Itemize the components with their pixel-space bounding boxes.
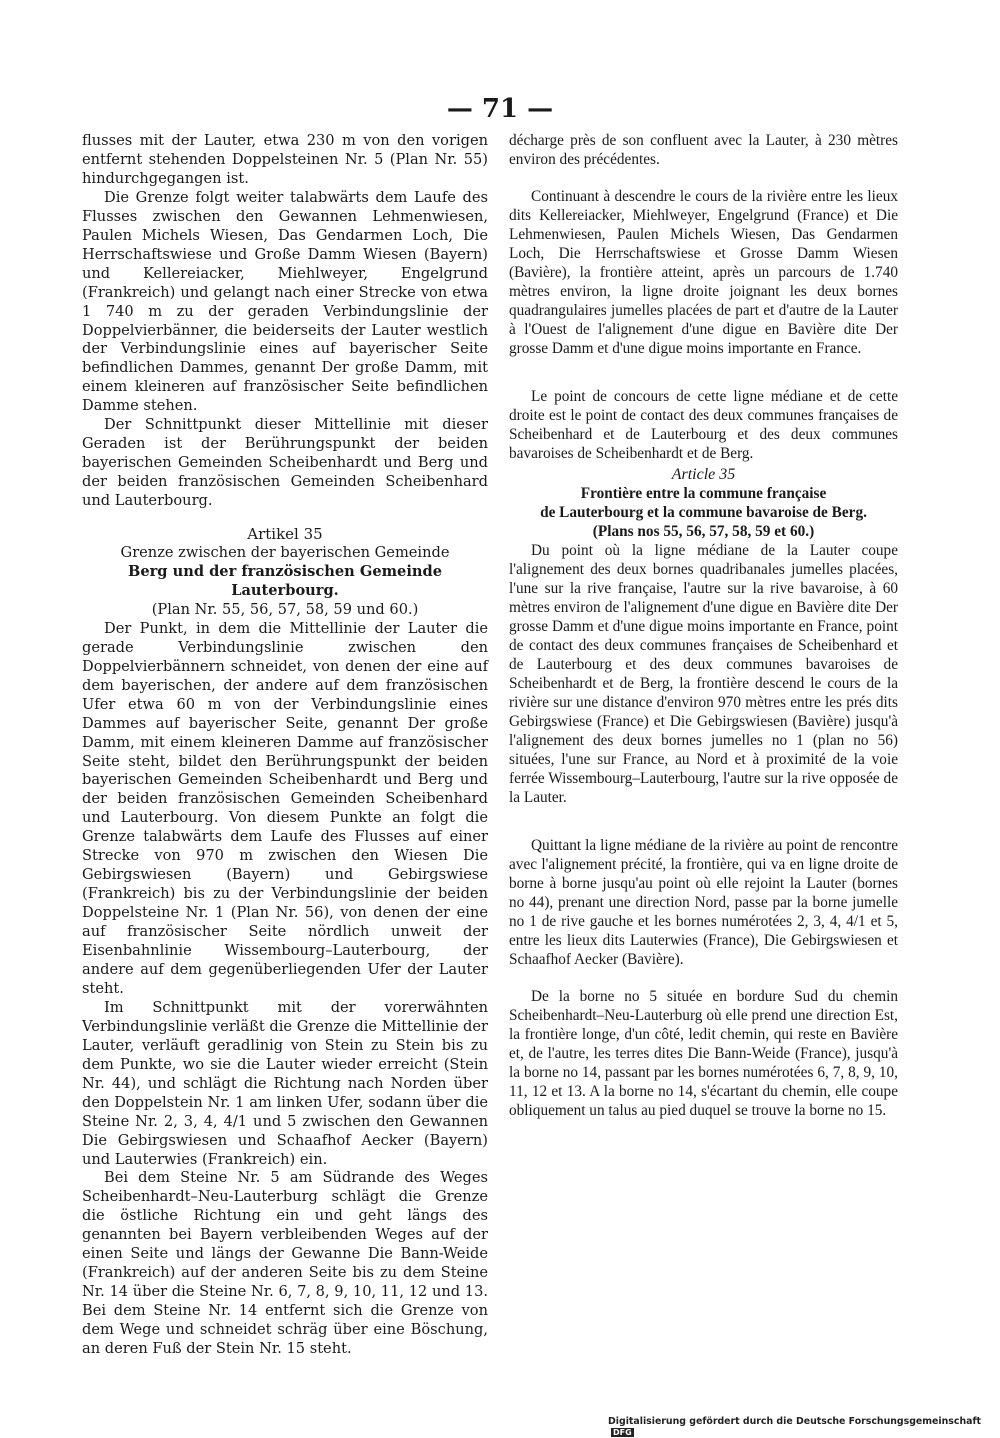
german-column <box>82 132 488 1359</box>
page-number: — 71 — <box>446 94 554 124</box>
french-article-title: Article 35 <box>671 466 736 484</box>
french-article-subtitle-2: de Lauterbourg et la commune bavaroise de Berg. <box>540 504 867 522</box>
footer-credit <box>608 1416 1000 1438</box>
dfg-logo: DFG <box>613 1428 632 1437</box>
german-paragraph-2: Die Grenze folgt weiter talabwärts dem Laufe des Flusses zwischen den Gewannen Lehmenwiesen, Paulen Michels Wiesen, Das Gendarmen Loch, Die Herrschaftswiese und Große Damm Wiesen (Bayern) und Kellereiacker, Miehlweyer, Engelgrund (Frankreich) und gelangt nach einer Strecke von etwa 1 740 m zu der geraden Verbindungslinie der Doppelvierbänner, die beiderseits der Lauter westlich der Verbindungslinie eines auf bayerischer Seite befindlichen Dammes, genannt Der große Damm, mit einem kleineren auf französischer Seite befindlichen Damme stehen. <box>82 188 488 415</box>
german-article-subtitle-1: Grenze zwischen der bayerischen Gemeinde <box>120 544 450 562</box>
german-article-title: Artikel 35 <box>247 525 323 544</box>
french-article-subtitle-1: Frontière entre la commune française <box>580 485 827 503</box>
french-article-subtitle-3: (Plans nos 55, 56, 57, 58, 59 et 60.) <box>592 523 815 541</box>
french-paragraph-4: Du point où la ligne médiane de la Lauter coupe l'alignement des deux bornes quadribanales jumelles placées, l'une sur la rive française, l'autre sur la rive bavaroise, à 60 mètres environ de l'alignement d'une digue en Bavière dite Der grosse Damm et d'une digue moins importante en France, point de contact des deux communes françaises de Scheibenhard et de Lauterbourg et des deux communes bavaroises de Scheibenhardt et de Berg, la frontière descend le cours de la rivière sur une distance d'environ 970 mètres entre les prés dits Gebirgswiese (France) et Die Gebirgswiesen (Bavière) jusqu'à l'alignement des deux bornes jumelles no 1 (plan no 56) situées, l'une sur France, au Nord et à proximité de la voie ferrée Wissembourg–Lauterbourg, l'autre sur la rive opposée de la Lauter. <box>509 542 898 806</box>
german-paragraph-3: Der Schnittpunkt dieser Mittellinie mit dieser Geraden ist der Berührungspunkt der beiden bayerischen Gemeinden Scheibenhardt und Berg und der beiden französischen Gemeinden Scheibenhard und Lauterbourg. <box>82 416 488 510</box>
german-paragraph-6: Bei dem Steine Nr. 5 am Südrande des Weges Scheibenhardt–Neu-Lauterburg schlägt die Grenze die östliche Richtung ein und geht längs des genannten bei Bayern verbleibenden Weges auf der einen Seite und längs der Gewanne Die Bann-Weide (Frankreich) auf der anderen Seite bis zu dem Steine Nr. 14 über die Steine Nr. 6, 7, 8, 9, 10, 11, 12 und 13. Bei dem Steine Nr. 14 entfernt sich die Grenze von dem Wege und schneidet schräg über eine Böschung, an deren Fuß der Stein Nr. 15 steht. <box>82 1169 488 1358</box>
german-paragraph-1: flusses mit der Lauter, etwa 230 m von den vorigen entfernt stehenden Doppelsteinen Nr. 5 (Plan Nr. 55) hindurchgegangen ist. <box>82 132 488 187</box>
french-column <box>509 132 898 1121</box>
french-paragraph-3: Le point de concours de cette ligne médiane et de cette droite est le point de contact des deux communes françaises de Scheibenhard et de Lauterbourg et des deux communes bavaroises de Scheibenhardt et de Berg. <box>509 388 898 463</box>
french-paragraph-1: décharge près de son confluent avec la Lauter, à 230 mètres environ des précédentes. <box>509 132 898 168</box>
french-paragraph-2: Continuant à descendre le cours de la rivière entre les lieux dits Kellereiacker, Miehlweyer, Engelgrund (France) et Die Lehmenwiesen, Paulen Michels Wiesen, Das Gendarmen Loch, Die Herrschaftswiese et Grosse Damm Wiesen (Bavière), la frontière atteint, après un parcours de 1.740 mètres environ, la ligne droite joignant les deux bornes quadrangulaires jumelles placées de part et d'autre de la Lauter à l'Ouest de l'alignement d'une digue en Bavière dite Der grosse Damm et d'une digue moins importante en France. <box>509 187 898 357</box>
german-paragraph-4: Der Punkt, in dem die Mittellinie der Lauter die gerade Verbindungslinie zwischen den Doppelvierbännern schneidet, von denen der eine auf dem bayerischen, der andere auf dem französischen Ufer etwa 60 m von der Verbindungslinie eines Dammes auf bayerischer Seite, genannt Der große Damm, mit einem kleineren Damme auf französischer Seite steht, bildet den Berührungspunkt der beiden bayerischen Gemeinden Scheibenhardt und Berg und der beiden französischen Gemeinden Scheibenhard und Lauterbourg. Von diesem Punkte an folgt die Grenze talabwärts dem Laufe des Flusses auf einer Strecke von 970 m zwischen den Wiesen Die Gebirgswiesen (Bayern) und Gebirgswiese (Frankreich) bis zu der Verbindungslinie der beiden Doppelsteine Nr. 1 (Plan Nr. 56), von denen der eine auf französischer Seite nördlich unweit der Eisenbahnlinie Wissembourg–Lauterbourg, der andere auf dem gegenüberliegenden Ufer der Lauter steht. <box>82 619 488 997</box>
french-paragraph-5: Quittant la ligne médiane de la rivière au point de rencontre avec l'alignement précité, la frontière, qui va en ligne droite de borne à borne jusqu'au point où elle rejoint la Lauter (bornes no 44), prenant une direction Nord, passe par la borne jumelle no 1 de rive gauche et les bornes numérotées 2, 3, 4, 4/1 et 5, entre les lieux dits Lauterwies (France), Die Gebirgswiesen et Schaafhof Aecker (Bavière). <box>509 837 898 969</box>
footer-text: Digitalisierung gefördert durch die Deutsche Forschungsgemeinschaft <box>608 1416 982 1427</box>
german-article-subtitle-3: (Plan Nr. 55, 56, 57, 58, 59 und 60.) <box>151 600 419 618</box>
german-paragraph-5: Im Schnittpunkt mit der vorerwähnten Verbindungslinie verläßt die Grenze die Mittellinie der Lauter, verläuft geradlinig von Stein zu Stein bis zu dem Punkte, wo sie die Lauter wieder erreicht (Stein Nr. 44), und schlägt die Richtung nach Norden über den Doppelstein Nr. 1 am linken Ufer, sodann über die Steine Nr. 2, 3, 4, 4/1 und 5 zwischen den Gewannen Die Gebirgswiesen und Schaafhof Aecker (Bayern) und Lauterwies (Frankreich) ein. <box>82 998 488 1168</box>
german-article-subtitle-2: Berg und der französischen Gemeinde Lauterbourg. <box>128 562 442 599</box>
french-paragraph-6: De la borne no 5 située en bordure Sud du chemin Scheibenhardt–Neu-Lauterburg où elle prend une direction Est, la frontière longe, d'un côté, ledit chemin, qui reste en Bavière et, de l'autre, les terres dites Die Bann-Weide (France), jusqu'à la borne no 14, passant par les bornes numérotées 6, 7, 8, 9, 10, 11, 12 et 13. A la borne no 14, s'écartant du chemin, elle coupe obliquement un talus au pied duquel se trouve la borne no 15. <box>509 988 898 1119</box>
